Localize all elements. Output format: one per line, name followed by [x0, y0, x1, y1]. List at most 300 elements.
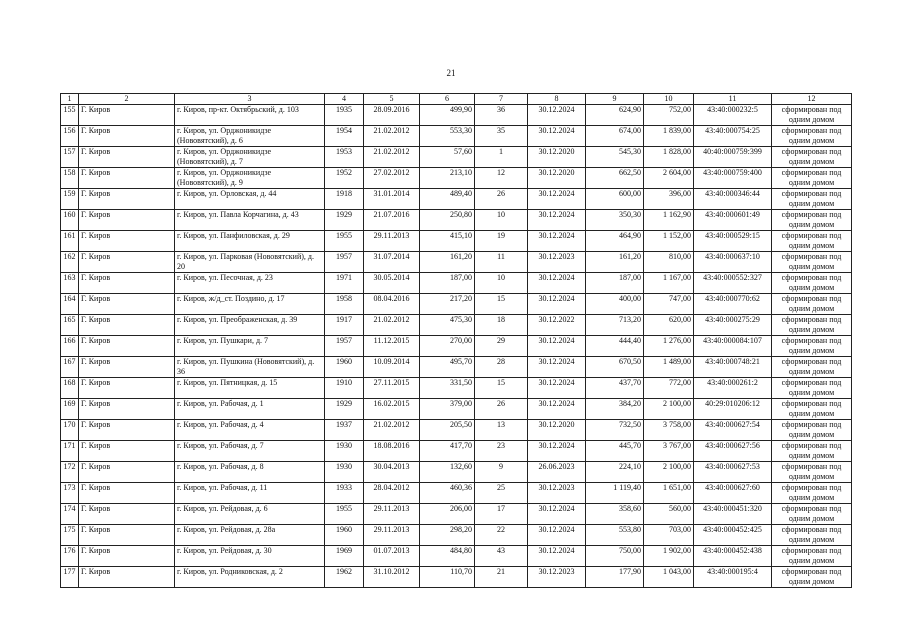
total-area-cell: 750,00 [586, 546, 644, 567]
row-number-cell: 157 [61, 147, 79, 168]
cadastral-number-cell: 43:40:000232:5 [694, 105, 772, 126]
row-number-cell: 168 [61, 378, 79, 399]
area-cell: 499,90 [420, 105, 475, 126]
date-cell: 27.11.2015 [364, 378, 420, 399]
cadastral-number-cell: 43:40:000759:400 [694, 168, 772, 189]
row-number-cell: 167 [61, 357, 79, 378]
count-cell: 25 [475, 483, 528, 504]
count-cell: 15 [475, 378, 528, 399]
cadastral-number-cell: 43:40:000627:60 [694, 483, 772, 504]
land-area-cell: 1 828,00 [644, 147, 694, 168]
total-area-cell: 400,00 [586, 294, 644, 315]
cadastral-number-cell: 43:40:000627:54 [694, 420, 772, 441]
count-cell: 35 [475, 126, 528, 147]
table-row [61, 273, 852, 294]
total-area-cell: 177,90 [586, 567, 644, 588]
count-cell: 19 [475, 231, 528, 252]
deadline-cell: 30.12.2023 [528, 483, 586, 504]
count-cell: 26 [475, 399, 528, 420]
date-cell: 28.09.2016 [364, 105, 420, 126]
status-cell [772, 357, 852, 378]
date-cell: 21.02.2012 [364, 420, 420, 441]
total-area-cell: 464,90 [586, 231, 644, 252]
cadastral-number-cell: 43:40:000770:62 [694, 294, 772, 315]
address-cell: г. Киров, ул. Песочная, д. 23 [175, 273, 325, 294]
status-text: сформирован под [781, 546, 842, 555]
status-text: одним домом [788, 409, 835, 418]
year-cell: 1960 [325, 357, 364, 378]
area-cell: 298,20 [420, 525, 475, 546]
area-cell: 206,00 [420, 504, 475, 525]
cadastral-number-cell: 43:40:000748:21 [694, 357, 772, 378]
status-text: сформирован под [781, 336, 842, 345]
row-number-cell: 172 [61, 462, 79, 483]
deadline-cell: 30.12.2024 [528, 105, 586, 126]
area-cell: 250,80 [420, 210, 475, 231]
row-number-cell: 177 [61, 567, 79, 588]
count-cell: 15 [475, 294, 528, 315]
deadline-cell: 30.12.2022 [528, 315, 586, 336]
city-cell: Г. Киров [79, 357, 175, 378]
table-row [61, 546, 852, 567]
date-cell: 30.04.2013 [364, 462, 420, 483]
land-area-cell: 1 152,00 [644, 231, 694, 252]
table-row [61, 399, 852, 420]
area-cell: 331,50 [420, 378, 475, 399]
date-cell: 31.01.2014 [364, 189, 420, 210]
area-cell: 57,60 [420, 147, 475, 168]
land-area-cell: 703,00 [644, 525, 694, 546]
date-cell: 18.08.2016 [364, 441, 420, 462]
city-cell: Г. Киров [79, 441, 175, 462]
total-area-cell: 662,50 [586, 168, 644, 189]
address-cell: г. Киров, пр-кт. Октябрьский, д. 103 [175, 105, 325, 126]
cadastral-number-cell: 43:40:000195:4 [694, 567, 772, 588]
city-cell: Г. Киров [79, 126, 175, 147]
status-cell [772, 420, 852, 441]
city-cell: Г. Киров [79, 231, 175, 252]
total-area-cell: 358,60 [586, 504, 644, 525]
table-row [61, 525, 852, 546]
deadline-cell: 30.12.2023 [528, 252, 586, 273]
status-cell [772, 126, 852, 147]
status-text: одним домом [788, 367, 835, 376]
date-cell: 29.11.2013 [364, 525, 420, 546]
table-row [61, 504, 852, 525]
address-cell: г. Киров, ул. Пушкари, д. 7 [175, 336, 325, 357]
count-cell: 13 [475, 420, 528, 441]
city-cell: Г. Киров [79, 168, 175, 189]
row-number-cell: 162 [61, 252, 79, 273]
table-row [61, 126, 852, 147]
year-cell: 1971 [325, 273, 364, 294]
total-area-cell: 624,90 [586, 105, 644, 126]
land-area-cell: 1 489,00 [644, 357, 694, 378]
address-cell: г. Киров, ул. Рабочая, д. 4 [175, 420, 325, 441]
status-text: одним домом [788, 388, 835, 397]
column-header: 1 [61, 94, 79, 105]
count-cell: 10 [475, 273, 528, 294]
table-row [61, 378, 852, 399]
year-cell: 1930 [325, 462, 364, 483]
area-cell: 495,70 [420, 357, 475, 378]
status-text: одним домом [788, 535, 835, 544]
land-area-cell: 560,00 [644, 504, 694, 525]
date-cell: 29.11.2013 [364, 504, 420, 525]
status-text: сформирован под [781, 378, 842, 387]
row-number-cell: 174 [61, 504, 79, 525]
table-row [61, 105, 852, 126]
row-number-cell: 166 [61, 336, 79, 357]
status-text: сформирован под [781, 483, 842, 492]
deadline-cell: 30.12.2024 [528, 126, 586, 147]
status-text: сформирован под [781, 210, 842, 219]
cadastral-number-cell: 40:29:010206:12 [694, 399, 772, 420]
date-cell: 21.02.2012 [364, 315, 420, 336]
cadastral-number-cell: 43:40:000601:49 [694, 210, 772, 231]
address-cell: г. Киров, ул. Пушкина (Нововятский), д. 36 [175, 357, 325, 378]
address-cell: г. Киров, ул. Преображенская, д. 39 [175, 315, 325, 336]
status-text: сформирован под [781, 399, 842, 408]
address-cell: г. Киров, ул. Родниковская, д. 2 [175, 567, 325, 588]
column-number-row [61, 94, 852, 105]
column-header: 8 [528, 94, 586, 105]
total-area-cell: 553,80 [586, 525, 644, 546]
land-area-cell: 1 839,00 [644, 126, 694, 147]
city-cell: Г. Киров [79, 399, 175, 420]
date-cell: 21.07.2016 [364, 210, 420, 231]
cadastral-number-cell: 43:40:000627:53 [694, 462, 772, 483]
row-number-cell: 158 [61, 168, 79, 189]
status-text: сформирован под [781, 147, 842, 156]
address-cell: г. Киров, ул. Панфиловская, д. 29 [175, 231, 325, 252]
status-text: одним домом [788, 493, 835, 502]
deadline-cell: 26.06.2023 [528, 462, 586, 483]
address-cell: г. Киров, ул. Пятницкая, д. 15 [175, 378, 325, 399]
address-cell: г. Киров, ул. Орджоникидзе (Нововятский), д. 9 [175, 168, 325, 189]
status-cell [772, 546, 852, 567]
status-text: одним домом [788, 157, 835, 166]
status-text: одним домом [788, 346, 835, 355]
deadline-cell: 30.12.2020 [528, 168, 586, 189]
year-cell: 1953 [325, 147, 364, 168]
address-cell: г. Киров, ул. Орджоникидзе (Нововятский), д. 6 [175, 126, 325, 147]
date-cell: 31.07.2014 [364, 252, 420, 273]
count-cell: 12 [475, 168, 528, 189]
land-area-cell: 1 902,00 [644, 546, 694, 567]
land-area-cell: 752,00 [644, 105, 694, 126]
year-cell: 1952 [325, 168, 364, 189]
land-area-cell: 1 276,00 [644, 336, 694, 357]
count-cell: 9 [475, 462, 528, 483]
address-cell: г. Киров, ул. Орджоникидзе (Нововятский), д. 7 [175, 147, 325, 168]
area-cell: 217,20 [420, 294, 475, 315]
count-cell: 23 [475, 441, 528, 462]
area-cell: 161,20 [420, 252, 475, 273]
status-text: одним домом [788, 472, 835, 481]
status-cell [772, 567, 852, 588]
date-cell: 27.02.2012 [364, 168, 420, 189]
area-cell: 132,60 [420, 462, 475, 483]
table-row [61, 357, 852, 378]
status-text: одним домом [788, 241, 835, 250]
table-row [61, 420, 852, 441]
city-cell: Г. Киров [79, 546, 175, 567]
column-header: 4 [325, 94, 364, 105]
deadline-cell: 30.12.2024 [528, 378, 586, 399]
year-cell: 1962 [325, 567, 364, 588]
status-cell [772, 336, 852, 357]
deadline-cell: 30.12.2024 [528, 231, 586, 252]
total-area-cell: 600,00 [586, 189, 644, 210]
address-cell: г. Киров, ул. Рейдовая, д. 30 [175, 546, 325, 567]
count-cell: 11 [475, 252, 528, 273]
count-cell: 1 [475, 147, 528, 168]
date-cell: 29.11.2013 [364, 231, 420, 252]
cadastral-number-cell: 43:40:000627:56 [694, 441, 772, 462]
city-cell: Г. Киров [79, 420, 175, 441]
area-cell: 213,10 [420, 168, 475, 189]
year-cell: 1969 [325, 546, 364, 567]
total-area-cell: 1 119,40 [586, 483, 644, 504]
table-row [61, 231, 852, 252]
year-cell: 1960 [325, 525, 364, 546]
area-cell: 187,00 [420, 273, 475, 294]
status-text: сформирован под [781, 567, 842, 576]
deadline-cell: 30.12.2024 [528, 441, 586, 462]
row-number-cell: 175 [61, 525, 79, 546]
status-cell [772, 231, 852, 252]
status-text: одним домом [788, 556, 835, 565]
count-cell: 36 [475, 105, 528, 126]
city-cell: Г. Киров [79, 147, 175, 168]
city-cell: Г. Киров [79, 210, 175, 231]
status-cell [772, 441, 852, 462]
deadline-cell: 30.12.2024 [528, 399, 586, 420]
total-area-cell: 444,40 [586, 336, 644, 357]
status-cell [772, 525, 852, 546]
address-cell: г. Киров, ул. Рейдовая, д. 28а [175, 525, 325, 546]
date-cell: 08.04.2016 [364, 294, 420, 315]
address-cell: г. Киров, ул. Рабочая, д. 7 [175, 441, 325, 462]
deadline-cell: 30.12.2024 [528, 504, 586, 525]
year-cell: 1957 [325, 252, 364, 273]
date-cell: 30.05.2014 [364, 273, 420, 294]
table-row [61, 168, 852, 189]
total-area-cell: 161,20 [586, 252, 644, 273]
column-header: 7 [475, 94, 528, 105]
year-cell: 1957 [325, 336, 364, 357]
row-number-cell: 173 [61, 483, 79, 504]
area-cell: 489,40 [420, 189, 475, 210]
total-area-cell: 350,30 [586, 210, 644, 231]
status-cell [772, 294, 852, 315]
status-text: одним домом [788, 325, 835, 334]
status-text: одним домом [788, 451, 835, 460]
deadline-cell: 30.12.2024 [528, 357, 586, 378]
land-area-cell: 772,00 [644, 378, 694, 399]
city-cell: Г. Киров [79, 525, 175, 546]
table-row [61, 462, 852, 483]
land-area-cell: 1 162,90 [644, 210, 694, 231]
city-cell: Г. Киров [79, 462, 175, 483]
table-row [61, 210, 852, 231]
row-number-cell: 171 [61, 441, 79, 462]
area-cell: 379,00 [420, 399, 475, 420]
cadastral-number-cell: 43:40:000529:15 [694, 231, 772, 252]
address-cell: г. Киров, ул. Рейдовая, д. 6 [175, 504, 325, 525]
count-cell: 43 [475, 546, 528, 567]
status-text: одним домом [788, 430, 835, 439]
table-row [61, 483, 852, 504]
land-area-cell: 3 767,00 [644, 441, 694, 462]
city-cell: Г. Киров [79, 315, 175, 336]
status-cell [772, 462, 852, 483]
status-text: сформирован под [781, 105, 842, 114]
row-number-cell: 155 [61, 105, 79, 126]
cadastral-number-cell: 43:40:000637:10 [694, 252, 772, 273]
column-header: 6 [420, 94, 475, 105]
cadastral-number-cell: 43:40:000084:107 [694, 336, 772, 357]
status-text: одним домом [788, 115, 835, 124]
status-text: одним домом [788, 136, 835, 145]
area-cell: 460,36 [420, 483, 475, 504]
area-cell: 484,80 [420, 546, 475, 567]
row-number-cell: 164 [61, 294, 79, 315]
total-area-cell: 732,50 [586, 420, 644, 441]
cadastral-number-cell: 40:40:000759:399 [694, 147, 772, 168]
row-number-cell: 160 [61, 210, 79, 231]
address-cell: г. Киров, ул. Рабочая, д. 8 [175, 462, 325, 483]
count-cell: 28 [475, 357, 528, 378]
land-area-cell: 2 100,00 [644, 462, 694, 483]
status-text: одним домом [788, 304, 835, 313]
land-area-cell: 1 167,00 [644, 273, 694, 294]
year-cell: 1929 [325, 210, 364, 231]
total-area-cell: 187,00 [586, 273, 644, 294]
status-cell [772, 147, 852, 168]
deadline-cell: 30.12.2024 [528, 546, 586, 567]
area-cell: 553,30 [420, 126, 475, 147]
status-cell [772, 210, 852, 231]
status-text: сформирован под [781, 504, 842, 513]
status-text: сформирован под [781, 126, 842, 135]
deadline-cell: 30.12.2020 [528, 147, 586, 168]
date-cell: 11.12.2015 [364, 336, 420, 357]
column-header: 9 [586, 94, 644, 105]
status-text: одним домом [788, 178, 835, 187]
land-area-cell: 1 651,00 [644, 483, 694, 504]
table-row [61, 189, 852, 210]
status-cell [772, 378, 852, 399]
status-cell [772, 399, 852, 420]
total-area-cell: 445,70 [586, 441, 644, 462]
row-number-cell: 165 [61, 315, 79, 336]
deadline-cell: 30.12.2024 [528, 273, 586, 294]
deadline-cell: 30.12.2024 [528, 189, 586, 210]
land-area-cell: 3 758,00 [644, 420, 694, 441]
year-cell: 1935 [325, 105, 364, 126]
status-text: одним домом [788, 514, 835, 523]
count-cell: 29 [475, 336, 528, 357]
year-cell: 1929 [325, 399, 364, 420]
land-area-cell: 396,00 [644, 189, 694, 210]
city-cell: Г. Киров [79, 252, 175, 273]
cadastral-number-cell: 43:40:000451:320 [694, 504, 772, 525]
table-row [61, 441, 852, 462]
year-cell: 1937 [325, 420, 364, 441]
count-cell: 17 [475, 504, 528, 525]
status-cell [772, 315, 852, 336]
column-header: 2 [79, 94, 175, 105]
cadastral-number-cell: 43:40:000346:44 [694, 189, 772, 210]
year-cell: 1918 [325, 189, 364, 210]
table-row [61, 567, 852, 588]
row-number-cell: 176 [61, 546, 79, 567]
total-area-cell: 384,20 [586, 399, 644, 420]
date-cell: 10.09.2014 [364, 357, 420, 378]
column-header: 3 [175, 94, 325, 105]
cadastral-number-cell: 43:40:000552:327 [694, 273, 772, 294]
deadline-cell: 30.12.2020 [528, 420, 586, 441]
status-text: сформирован под [781, 420, 842, 429]
date-cell: 01.07.2013 [364, 546, 420, 567]
area-cell: 415,10 [420, 231, 475, 252]
address-cell: г. Киров, ул. Парковая (Нововятский), д. 20 [175, 252, 325, 273]
year-cell: 1933 [325, 483, 364, 504]
column-header: 12 [772, 94, 852, 105]
status-text: сформирован под [781, 441, 842, 450]
cadastral-number-cell: 43:40:000452:425 [694, 525, 772, 546]
date-cell: 16.02.2015 [364, 399, 420, 420]
cadastral-number-cell: 43:40:000261:2 [694, 378, 772, 399]
column-header: 10 [644, 94, 694, 105]
count-cell: 22 [475, 525, 528, 546]
year-cell: 1954 [325, 126, 364, 147]
total-area-cell: 437,70 [586, 378, 644, 399]
date-cell: 28.04.2012 [364, 483, 420, 504]
status-text: сформирован под [781, 315, 842, 324]
count-cell: 10 [475, 210, 528, 231]
status-cell [772, 483, 852, 504]
land-area-cell: 747,00 [644, 294, 694, 315]
status-cell [772, 105, 852, 126]
area-cell: 110,70 [420, 567, 475, 588]
column-header: 5 [364, 94, 420, 105]
city-cell: Г. Киров [79, 105, 175, 126]
cadastral-number-cell: 43:40:000452:438 [694, 546, 772, 567]
land-area-cell: 2 100,00 [644, 399, 694, 420]
status-cell [772, 504, 852, 525]
cadastral-number-cell: 43:40:000754:25 [694, 126, 772, 147]
status-text: сформирован под [781, 231, 842, 240]
status-text: одним домом [788, 199, 835, 208]
year-cell: 1910 [325, 378, 364, 399]
table-row [61, 315, 852, 336]
table-row [61, 252, 852, 273]
status-text: одним домом [788, 283, 835, 292]
address-cell: г. Киров, ул. Павла Корчагина, д. 43 [175, 210, 325, 231]
count-cell: 18 [475, 315, 528, 336]
cadastral-number-cell: 43:40:000275:29 [694, 315, 772, 336]
area-cell: 270,00 [420, 336, 475, 357]
land-area-cell: 810,00 [644, 252, 694, 273]
city-cell: Г. Киров [79, 504, 175, 525]
houses-table [60, 93, 852, 588]
status-text: одним домом [788, 262, 835, 271]
year-cell: 1955 [325, 504, 364, 525]
status-cell [772, 189, 852, 210]
